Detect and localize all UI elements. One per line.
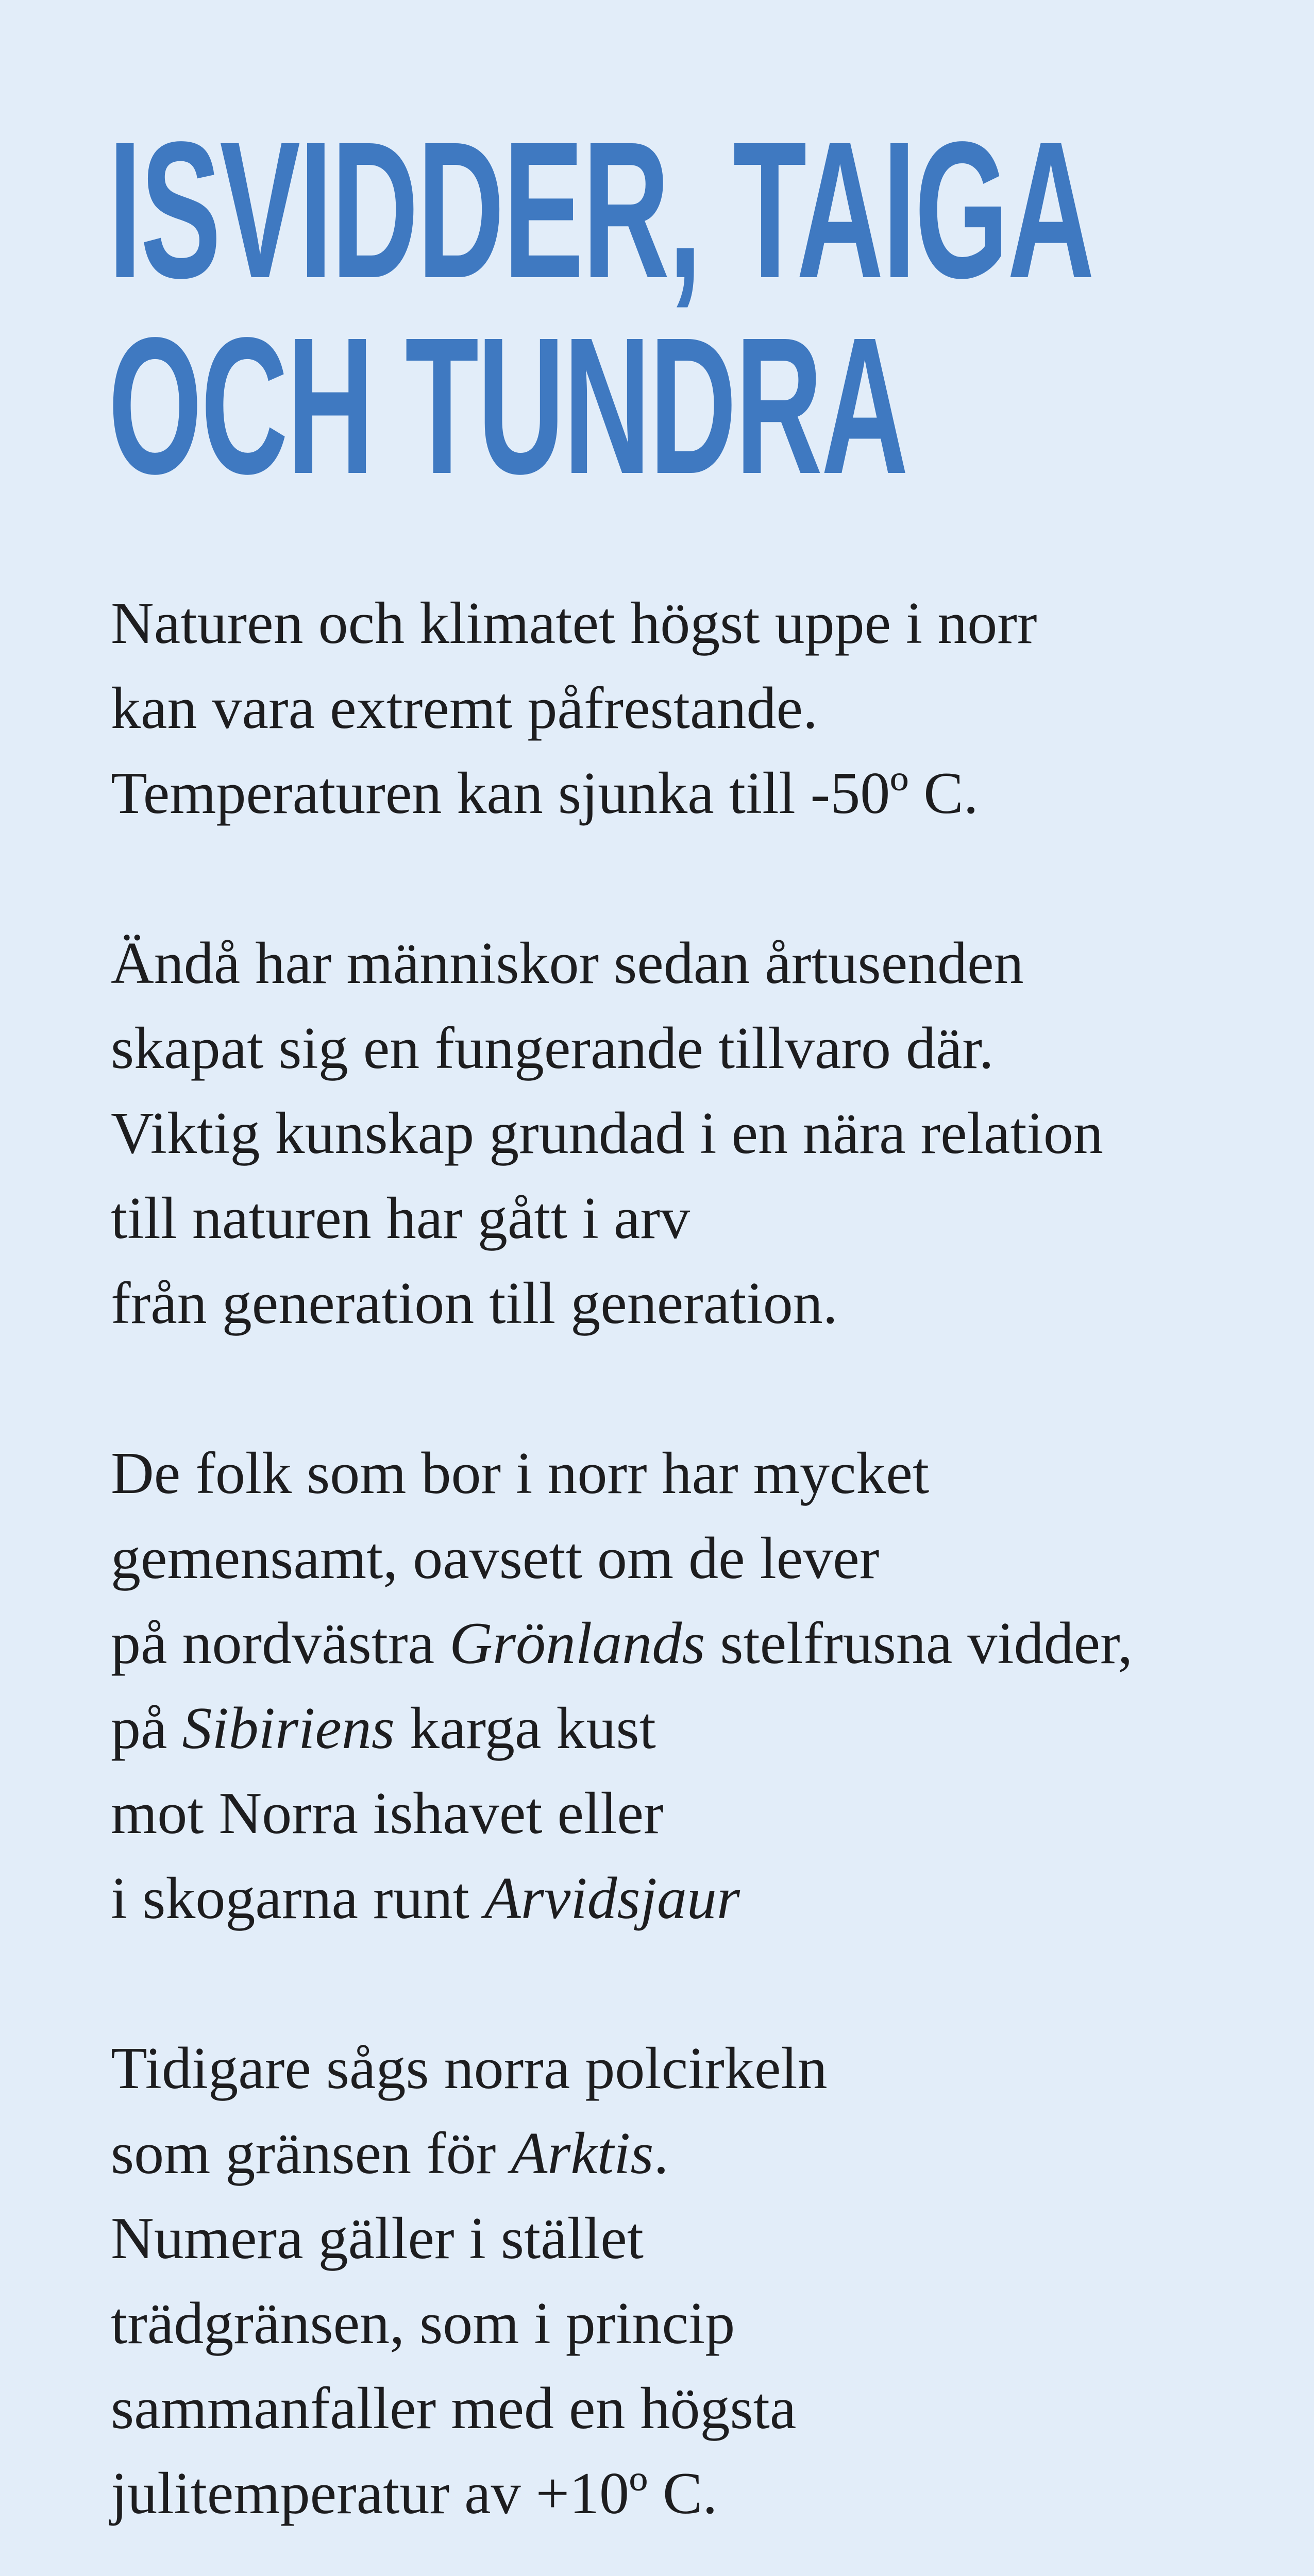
text-line: mot Norra ishavet eller xyxy=(111,1781,664,1846)
text-line: Numera gäller i stället xyxy=(111,2206,644,2272)
text-segment: i skogarna runt xyxy=(111,1866,484,1931)
text-line: Viktig kunskap grundad i en nära relation xyxy=(111,1100,1103,1166)
paragraph-arctic-border xyxy=(111,2026,1244,2536)
text-line: Naturen och klimatet högst uppe i norr xyxy=(111,590,1037,656)
text-line: gemensamt, oavsett om de lever xyxy=(111,1526,880,1591)
text-line: kan vara extremt påfrestande. xyxy=(111,675,818,741)
body-text xyxy=(111,581,1244,2576)
place-name-arktis: Arktis xyxy=(511,2121,654,2187)
text-line: sammanfaller med en högsta xyxy=(111,2376,797,2442)
text-line: från generation till generation. xyxy=(111,1270,838,1336)
text-line: julitemperatur av +10º C. xyxy=(111,2461,718,2527)
text-line xyxy=(111,1686,1244,1771)
text-line: De folk som bor i norr har mycket xyxy=(111,1440,930,1506)
text-segment: . xyxy=(653,2121,669,2187)
text-line xyxy=(111,2111,1244,2196)
text-segment: på nordvästra xyxy=(111,1611,450,1676)
text-segment: karga kust xyxy=(394,1696,656,1761)
place-name-siberia: Sibiriens xyxy=(182,1696,395,1761)
text-segment: på xyxy=(111,1696,182,1761)
title-line: ISVIDDER, TAIGA xyxy=(108,101,1093,319)
place-name-greenland: Grönlands xyxy=(449,1611,705,1676)
page-title xyxy=(108,101,1093,515)
text-segment: stelfrusna vidder, xyxy=(705,1611,1133,1676)
text-line: trädgränsen, som i princip xyxy=(111,2291,735,2357)
text-line xyxy=(111,1601,1244,1686)
text-line: skapat sig en fungerande tillvaro där. xyxy=(111,1015,994,1081)
title-line: OCH TUNDRA xyxy=(108,297,907,515)
text-line: Tidigare sågs norra polcirkeln xyxy=(111,2036,828,2102)
text-line: till naturen har gått i arv xyxy=(111,1185,690,1251)
place-name-arvidsjaur: Arvidsjaur xyxy=(484,1866,740,1931)
paragraph-climate xyxy=(111,581,1244,836)
paragraph-northern-peoples xyxy=(111,1431,1244,1941)
text-line xyxy=(111,1856,1244,1941)
text-line: Ändå har människor sedan årtusenden xyxy=(111,930,1024,996)
text-segment: som gränsen för xyxy=(111,2121,511,2187)
paragraph-people xyxy=(111,921,1244,1346)
text-line: Temperaturen kan sjunka till -50º C. xyxy=(111,760,979,826)
